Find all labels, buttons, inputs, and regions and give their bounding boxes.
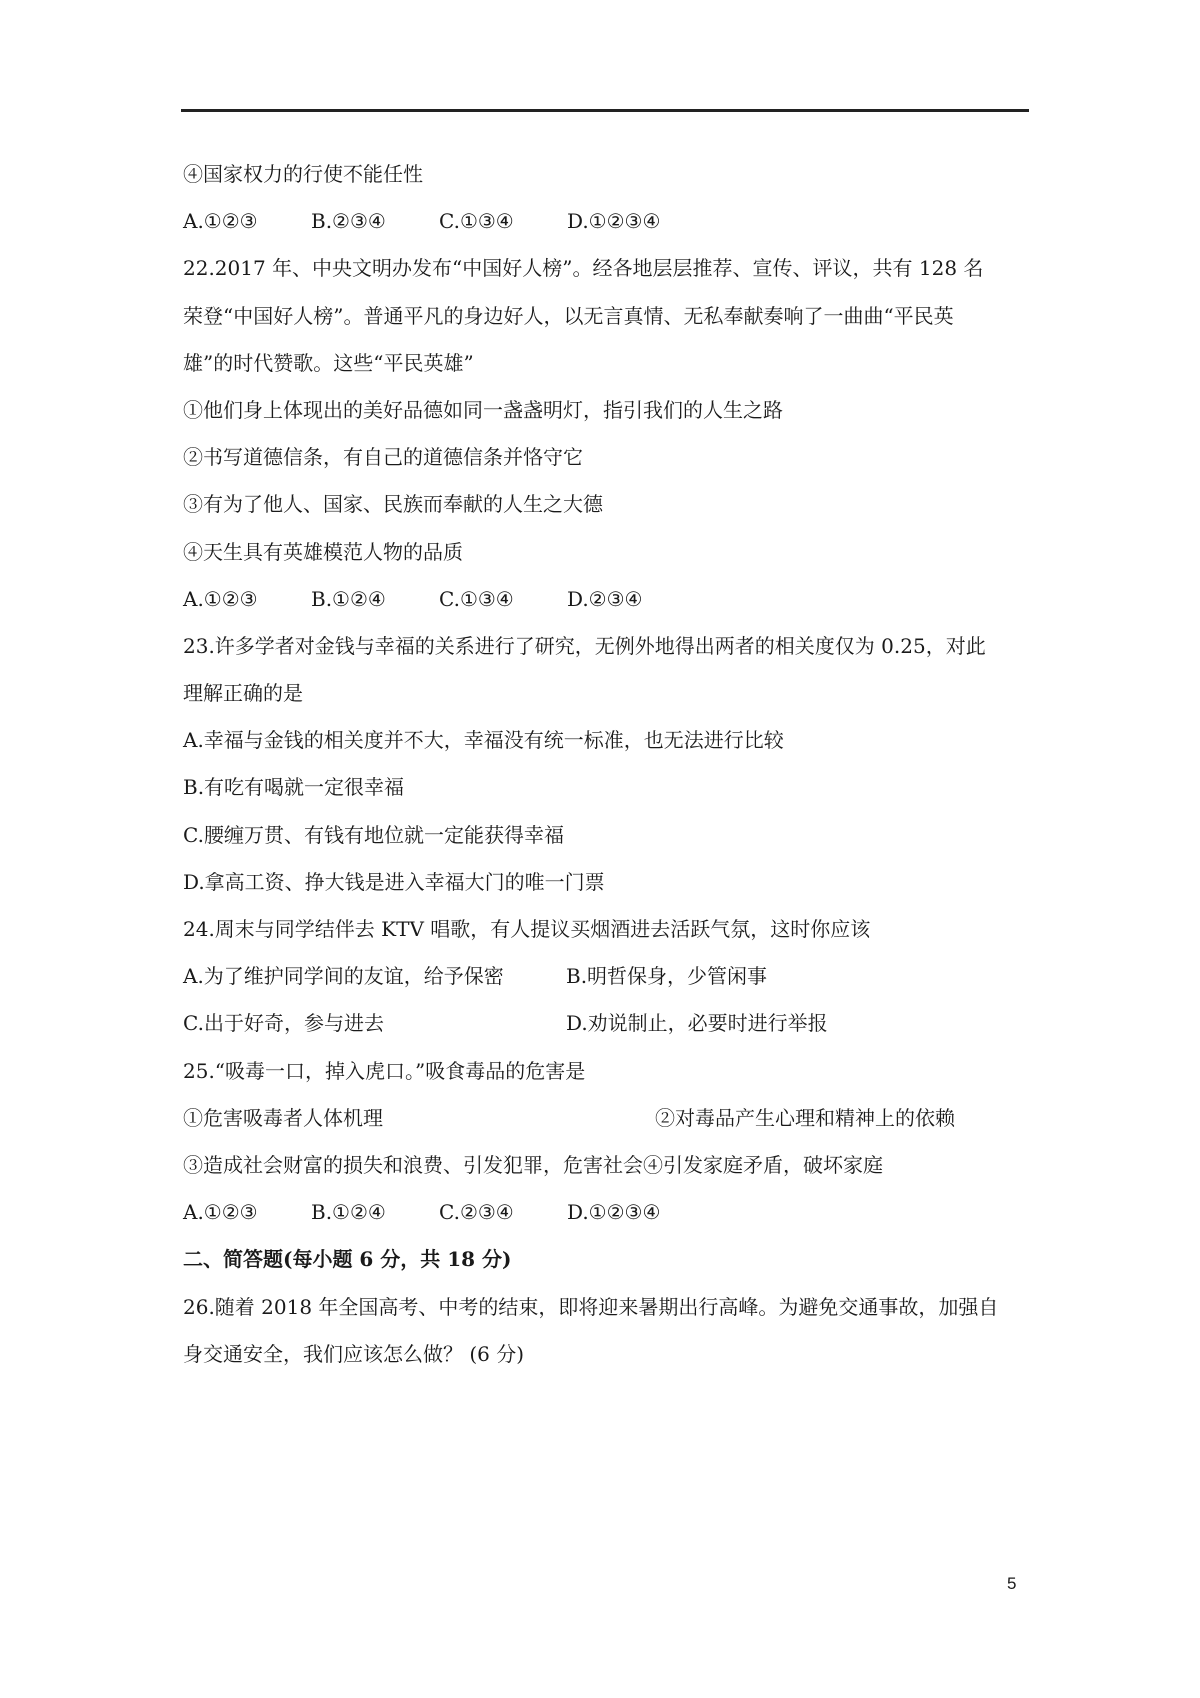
document-body [183, 151, 1033, 1378]
text-line: ③造成社会财富的损失和浪费、引发犯罪，危害社会④引发家庭矛盾，破坏家庭 [183, 1152, 883, 1177]
answer-option: A.为了维护同学间的友谊，给予保密 [183, 964, 504, 989]
text-line: 雄”的时代赞歌。这些“平民英雄” [183, 350, 474, 375]
text-line: D.拿高工资、挣大钱是进入幸福大门的唯一门票 [183, 869, 605, 894]
header-rule [181, 109, 1029, 112]
text-line: 26.随着 2018 年全国高考、中考的结束，即将迎来暑期出行高峰。为避免交通事故，加强自 [183, 1294, 999, 1319]
answer-option: C.②③④ [439, 1200, 514, 1225]
answer-option: A.①②③ [183, 209, 258, 234]
option-row [183, 1095, 1033, 1142]
answer-option: A.①②③ [183, 586, 258, 611]
answer-option: C.①③④ [439, 586, 514, 611]
answer-option: C.出于好奇，参与进去 [183, 1011, 384, 1036]
text-line: A.幸福与金钱的相关度并不大，幸福没有统一标准，也无法进行比较 [183, 728, 784, 753]
text-line: ④天生具有英雄模范人物的品质 [183, 539, 463, 564]
answer-option: B.②③④ [311, 209, 386, 234]
text-line: 荣登“中国好人榜”。普通平凡的身边好人，以无言真情、无私奉献奏响了一曲曲“平民英 [183, 303, 954, 328]
text-line: ②书写道德信条，有自己的道德信条并恪守它 [183, 445, 583, 470]
section-heading: 二、简答题(每小题 6 分，共 18 分) [183, 1247, 512, 1272]
answer-option: C.①③④ [439, 209, 514, 234]
text-line: B.有吃有喝就一定很幸福 [183, 775, 405, 800]
option-row [183, 953, 1033, 1000]
text-line: 理解正确的是 [183, 681, 303, 706]
answer-option: B.①②④ [311, 1200, 386, 1225]
answer-option: B.明哲保身，少管闲事 [566, 964, 768, 989]
text-line: 22.2017 年、中央文明办发布“中国好人榜”。经各地层层推荐、宣传、评议，共有 128 名 [183, 256, 984, 281]
text-line: ①他们身上体现出的美好品德如同一盏盏明灯，指引我们的人生之路 [183, 397, 783, 422]
option-row [183, 576, 1033, 623]
text-line: 23.许多学者对金钱与幸福的关系进行了研究，无例外地得出两者的相关度仅为 0.25，对此 [183, 633, 986, 658]
answer-option: D.劝说制止，必要时进行举报 [566, 1011, 828, 1036]
option-row [183, 1189, 1033, 1236]
answer-option: B.①②④ [311, 586, 386, 611]
text-line: C.腰缠万贯、有钱有地位就一定能获得幸福 [183, 822, 564, 847]
answer-option: D.②③④ [567, 586, 643, 611]
page-number: 5 [1007, 1574, 1017, 1593]
text-line: 25.“吸毒一口，掉入虎口。”吸食毒品的危害是 [183, 1058, 586, 1083]
answer-option: ②对毒品产生心理和精神上的依赖 [655, 1105, 955, 1130]
text-line: 身交通安全，我们应该怎么做？ (6 分) [183, 1341, 525, 1366]
text-line: ③有为了他人、国家、民族而奉献的人生之大德 [183, 492, 603, 517]
answer-option: D.①②③④ [567, 209, 661, 234]
answer-option: A.①②③ [183, 1200, 258, 1225]
text-line: 24.周末与同学结伴去 KTV 唱歌，有人提议买烟酒进去活跃气氛，这时你应该 [183, 917, 871, 941]
answer-option: D.①②③④ [567, 1200, 661, 1225]
text-line: ④国家权力的行使不能任性 [183, 162, 423, 186]
answer-option: ①危害吸毒者人体机理 [183, 1105, 383, 1130]
option-row [183, 1000, 1033, 1047]
option-row [183, 198, 1033, 245]
